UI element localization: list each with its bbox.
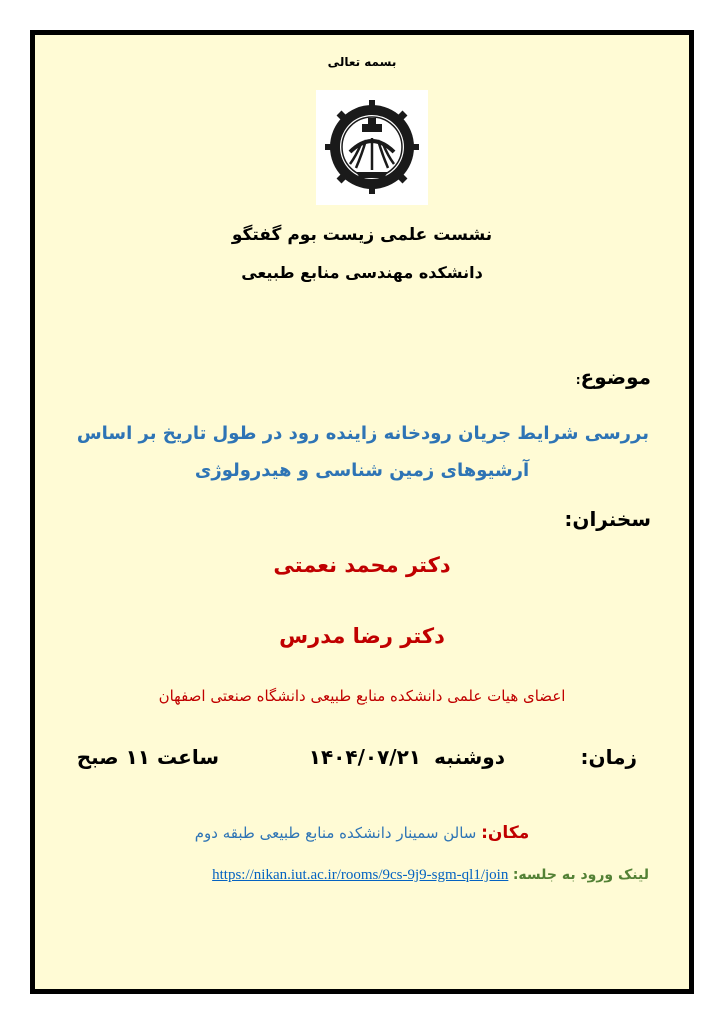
university-emblem-icon	[316, 90, 428, 205]
time-label: زمان:	[580, 745, 637, 769]
time-day: دوشنبه	[434, 745, 505, 769]
bismillah-text: بسمه تعالی	[327, 55, 397, 69]
speakers-label: سخنران:	[564, 507, 651, 531]
faculty-name: دانشکده مهندسی منابع طبیعی	[241, 263, 483, 282]
topic-label	[576, 365, 651, 389]
poster-page	[30, 30, 694, 994]
time-date: ۱۴۰۴/۰۷/۲۱	[308, 745, 421, 769]
meeting-link-label: لینک ورود به جلسه:	[512, 867, 649, 883]
speakers-affiliation: اعضای هیات علمی دانشکده منابع طبیعی دانشگاه صنعتی اصفهان	[158, 687, 566, 705]
meeting-link[interactable]: https://nikan.iut.ac.ir/rooms/9cs-9j9-sgm-ql1/join	[212, 867, 509, 883]
speaker-name: دکتر رضا مدرس	[279, 624, 445, 648]
event-title: نشست علمی زیست بوم گفتگو	[231, 225, 493, 245]
university-logo	[316, 90, 428, 205]
topic-line-1: بررسی شرایط جریان رودخانه زاینده رود در طول تاریخ بر اساس	[76, 423, 649, 444]
topic-label-text: موضوع	[580, 365, 651, 389]
meeting-link-row	[212, 867, 649, 884]
place-label: مکان:	[481, 823, 530, 843]
topic-label-colon: :	[575, 373, 581, 387]
speaker-name: دکتر محمد نعمتی	[273, 553, 451, 577]
place-value: سالن سمینار دانشکده منابع طبیعی طبقه دوم	[194, 824, 477, 842]
topic-line-2: آرشیوهای زمین شناسی و هیدرولوژی	[194, 460, 530, 481]
time-hour: ساعت ۱۱ صبح	[76, 745, 219, 769]
place-row	[35, 823, 689, 843]
